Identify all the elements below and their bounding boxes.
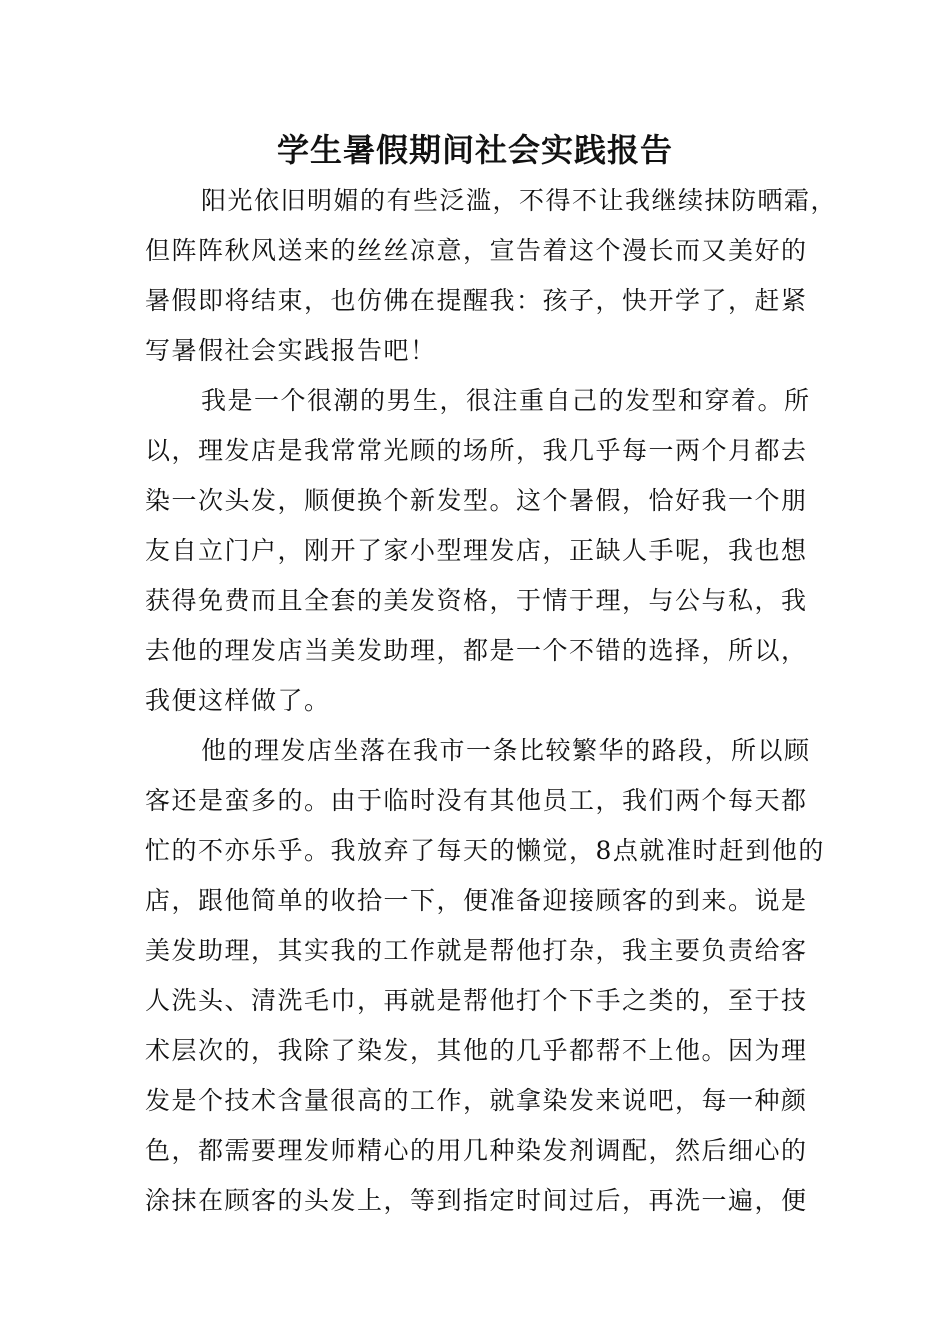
- text-line: 获得免费而且全套的美发资格，于情于理，与公与私，我: [145, 586, 808, 615]
- document-title: 学生暑假期间社会实践报告: [276, 131, 673, 169]
- paragraph: [145, 726, 825, 1226]
- text-line: 我是一个很潮的男生，很注重自己的发型和穿着。所: [201, 386, 811, 415]
- text-line: 色，都需要理发师精心的用几种染发剂调配，然后细心的: [145, 1136, 808, 1165]
- text-line: 友自立门户，刚开了家小型理发店，正缺人手呢，我也想: [145, 536, 808, 565]
- text-line: 忙的不亦乐乎。我放弃了每天的懒觉，8点就准时赶到他的: [145, 836, 825, 865]
- text-line: 术层次的，我除了染发，其他的几乎都帮不上他。因为理: [145, 1036, 808, 1065]
- text-line: 客还是蛮多的。由于临时没有其他员工，我们两个每天都: [145, 786, 808, 815]
- paragraph: [145, 176, 838, 376]
- document-body: [145, 176, 838, 1226]
- paragraph: [145, 376, 815, 726]
- text-line: 我便这样做了。: [145, 686, 331, 715]
- text-line: 染一次头发，顺便换个新发型。这个暑假，恰好我一个朋: [145, 486, 808, 515]
- text-line: 美发助理，其实我的工作就是帮他打杂，我主要负责给客: [145, 936, 808, 965]
- text-line: 阳光依旧明媚的有些泛滥，不得不让我继续抹防晒霜，: [201, 186, 838, 215]
- text-line: 人洗头、清洗毛巾，再就是帮他打个下手之类的，至于技: [145, 986, 808, 1015]
- text-line: 他的理发店坐落在我市一条比较繁华的路段，所以顾: [201, 736, 811, 765]
- text-line: 涂抹在顾客的头发上，等到指定时间过后，再洗一遍，便: [145, 1186, 808, 1215]
- text-line: 但阵阵秋风送来的丝丝凉意，宣告着这个漫长而又美好的: [145, 236, 808, 265]
- text-line: 写暑假社会实践报告吧！: [145, 336, 437, 365]
- text-line: 暑假即将结束，也仿佛在提醒我：孩子，快开学了，赶紧: [145, 286, 808, 315]
- text-line: 去他的理发店当美发助理，都是一个不错的选择，所以，: [145, 636, 808, 665]
- text-line: 店，跟他简单的收拾一下，便准备迎接顾客的到来。说是: [145, 886, 808, 915]
- text-line: 以，理发店是我常常光顾的场所，我几乎每一两个月都去: [145, 436, 808, 465]
- text-line: 发是个技术含量很高的工作，就拿染发来说吧，每一种颜: [145, 1086, 808, 1115]
